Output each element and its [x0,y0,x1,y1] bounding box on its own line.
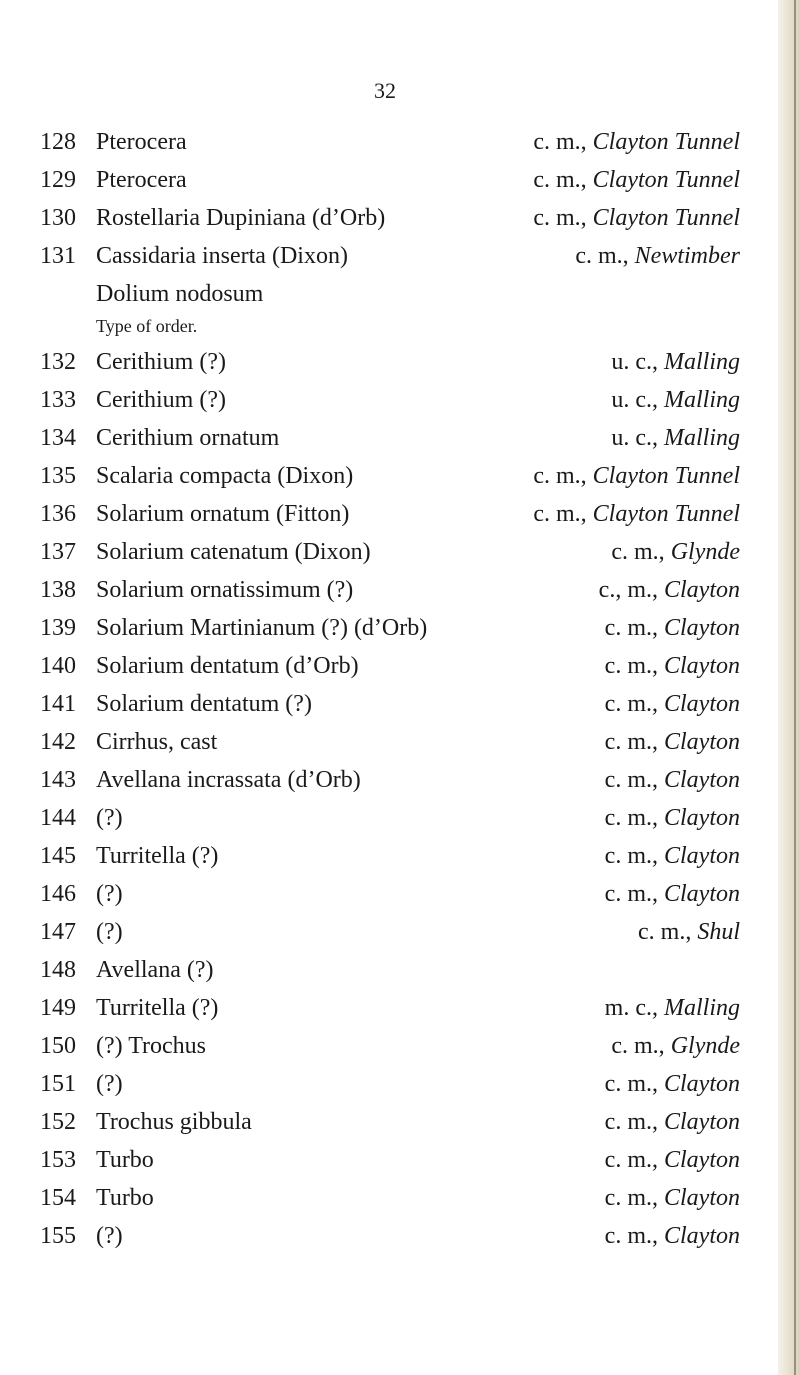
locality [605,725,740,759]
locality [533,201,740,235]
item-number: 130 [40,205,76,231]
place-name: Glynde [670,539,740,565]
formation: c. m., [533,463,593,489]
formation: c. m., [604,805,664,831]
species-name: Scalaria compacta (Dixon) [96,463,354,489]
list-item [0,839,800,873]
species-name: Turbo [96,1147,154,1173]
list-item [0,459,800,493]
formation: c. m., [533,167,593,193]
species-name: Cassidaria inserta (Dixon) [96,243,348,269]
species-name: Cerithium (?) [96,387,226,413]
list-item [0,345,800,379]
locality [611,383,740,417]
species-name: Pterocera [96,129,187,155]
formation: c. m., [604,653,664,679]
place-name: Malling [664,995,740,1021]
item-number: 132 [40,349,76,375]
list-item [0,915,800,949]
locality [605,687,740,721]
locality [605,801,740,835]
item-number: 155 [40,1223,76,1249]
formation: c. m., [533,129,593,155]
item-number: 136 [40,501,76,527]
locality [611,1029,740,1063]
item-number: 143 [40,767,76,793]
formation: u. c., [611,349,664,375]
formation: c. m., [533,501,593,527]
formation: u. c., [611,387,664,413]
species-name: (?) [96,919,123,945]
type-of-order-note: Type of order. [96,316,198,336]
formation: c. m., [604,1185,664,1211]
formation: c. m., [604,1071,664,1097]
species-name: Solarium dentatum (?) [96,691,312,717]
species-name: Solarium ornatum (Fitton) [96,501,350,527]
place-name: Clayton Tunnel [592,205,740,231]
item-number: 151 [40,1071,76,1097]
place-name: Clayton [664,881,740,907]
species-name: Cirrhus, cast [96,729,218,755]
item-number: 128 [40,129,76,155]
item-number: 146 [40,881,76,907]
item-number: 135 [40,463,76,489]
locality [605,1181,740,1215]
list-item [0,877,800,911]
place-name: Clayton [664,729,740,755]
formation: c. m., [604,1147,664,1173]
place-name: Clayton [664,1071,740,1097]
place-name: Newtimber [634,243,740,269]
place-name: Clayton [664,577,740,603]
place-name: Clayton Tunnel [592,463,740,489]
list-item [0,763,800,797]
locality [605,611,740,645]
locality [575,239,740,273]
place-name: Clayton Tunnel [592,167,740,193]
species-name: (?) [96,1223,123,1249]
species-name: (?) Trochus [96,1033,207,1059]
locality [605,649,740,683]
species-name: Dolium nodosum [96,281,264,307]
species-name: Avellana incrassata (d’Orb) [96,767,361,793]
item-number: 137 [40,539,76,565]
species-name: Solarium Martinianum (?) (d’Orb) [96,615,428,641]
species-name: (?) [96,881,123,907]
item-number: 154 [40,1185,76,1211]
formation: c. m., [575,243,635,269]
species-name: Rostellaria Dupiniana (d’Orb) [96,205,386,231]
list-item [0,1029,800,1063]
item-number: 150 [40,1033,76,1059]
list-item [0,421,800,455]
item-number: 145 [40,843,76,869]
formation: c., m., [598,577,664,603]
species-name: Turbo [96,1185,154,1211]
list-item [0,239,800,273]
list-item [0,953,800,987]
locality [533,497,740,531]
item-number: 153 [40,1147,76,1173]
species-name: Turritella (?) [96,995,219,1021]
list-item [0,277,800,311]
species-name: Solarium catenatum (Dixon) [96,539,371,565]
item-number: 138 [40,577,76,603]
locality [605,877,740,911]
formation: u. c., [611,425,664,451]
place-name: Malling [664,425,740,451]
place-name: Clayton [664,1109,740,1135]
locality [605,839,740,873]
species-name: Turritella (?) [96,843,219,869]
species-name: Pterocera [96,167,187,193]
species-name: Avellana (?) [96,957,214,983]
species-name: Trochus gibbula [96,1109,252,1135]
locality [599,573,740,607]
place-name: Clayton [664,1185,740,1211]
list-item [0,125,800,159]
locality [611,535,740,569]
place-name: Clayton [664,653,740,679]
list-item [0,1143,800,1177]
item-number: 133 [40,387,76,413]
item-number: 149 [40,995,76,1021]
species-name: Solarium dentatum (d’Orb) [96,653,359,679]
list-item [0,573,800,607]
species-name: Solarium ornatissimum (?) [96,577,354,603]
page-number: 32 [374,78,396,103]
formation: c. m., [604,729,664,755]
locality [611,345,740,379]
place-name: Shul [697,919,740,945]
item-number: 129 [40,167,76,193]
place-name: Clayton [664,691,740,717]
place-name: Clayton [664,767,740,793]
list-item [0,535,800,569]
place-name: Glynde [670,1033,740,1059]
list-item [0,1181,800,1215]
formation: c. m., [604,767,664,793]
item-number: 141 [40,691,76,717]
formation: m. c., [604,995,664,1021]
item-number: 134 [40,425,76,451]
formation: c. m., [604,843,664,869]
item-number: 139 [40,615,76,641]
locality [533,459,740,493]
formation: c. m., [604,1109,664,1135]
locality [605,1067,740,1101]
locality [605,763,740,797]
formation: c. m., [604,691,664,717]
species-name: (?) [96,805,123,831]
list-item [0,725,800,759]
species-name: Cerithium (?) [96,349,226,375]
locality [605,991,740,1025]
list-item [0,163,800,197]
place-name: Clayton [664,615,740,641]
place-name: Clayton [664,1223,740,1249]
locality [605,1143,740,1177]
place-name: Clayton Tunnel [592,129,740,155]
locality [533,125,740,159]
item-number: 144 [40,805,76,831]
list-item [0,497,800,531]
formation: c. m., [604,881,664,907]
formation: c. m., [611,1033,671,1059]
item-number: 148 [40,957,76,983]
locality [611,421,740,455]
formation: c. m., [611,539,671,565]
item-number: 140 [40,653,76,679]
locality [533,163,740,197]
list-item [0,649,800,683]
place-name: Clayton [664,843,740,869]
locality [638,915,740,949]
species-name: (?) [96,1071,123,1097]
locality [605,1219,740,1253]
list-item [0,1219,800,1253]
place-name: Clayton [664,1147,740,1173]
list-item [0,383,800,417]
list-item [0,991,800,1025]
item-number: 147 [40,919,76,945]
formation: c. m., [638,919,698,945]
formation: c. m., [604,1223,664,1249]
species-name: Cerithium ornatum [96,425,280,451]
place-name: Malling [664,349,740,375]
list-item [0,611,800,645]
item-number: 142 [40,729,76,755]
place-name: Clayton Tunnel [592,501,740,527]
list-item [0,1105,800,1139]
formation: c. m., [604,615,664,641]
list-item [0,687,800,721]
place-name: Clayton [664,805,740,831]
list-item [0,201,800,235]
list-item [0,801,800,835]
place-name: Malling [664,387,740,413]
list-item [0,1067,800,1101]
item-number: 131 [40,243,76,269]
item-number: 152 [40,1109,76,1135]
locality [605,1105,740,1139]
formation: c. m., [533,205,593,231]
